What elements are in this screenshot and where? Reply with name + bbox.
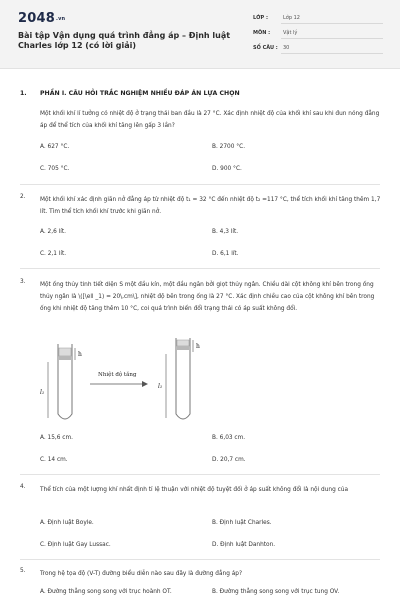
meta-value: 30 [283,45,290,51]
option-b[interactable]: B. Đường thẳng song song với trục tung OV. [212,589,340,595]
meta-class [253,13,383,24]
option-b[interactable]: B. Định luật Charles. [212,520,272,526]
option-d[interactable]: D. 20,7 cm. [212,457,246,463]
tube-left [48,344,75,419]
option-c[interactable]: C. Định luật Gay Lussac. [40,542,111,548]
label-h-right: h [196,343,200,350]
question-text: Một khối khí lí tưởng có nhiệt độ ở trạng thái ban đầu là 27 °C. Xác định nhiệt độ của khối khí sau khi đun nóng đẳng áp để thể tích của khối khí tăng lên gấp 3 lần? [40,111,380,129]
section-number: 1. [20,90,27,97]
meta-label: SỐ CÂU : [253,45,278,51]
option-a[interactable]: A. Đường thẳng song song với trục hoành OT. [40,589,172,595]
divider [20,559,380,560]
option-c[interactable]: C. 14 cm. [40,457,68,463]
logo-text: 2048 [18,11,55,26]
option-c[interactable]: C. 705 °C. [40,166,70,172]
option-b[interactable]: B. 2700 °C. [212,144,246,150]
question-number: 2. [20,194,26,200]
section-heading: PHẦN I. CÂU HỎI TRẮC NGHIỆM NHIỀU ĐÁP ÁN LỰA CHỌN [40,90,240,97]
meta-subject [253,28,383,39]
document-title: Bài tập Vận dụng quá trình đẳng áp – Định luật Charles lớp 12 (có lời giải) [18,31,231,50]
arrow-head-icon [142,381,148,387]
meta-value: Lớp 12 [283,15,300,21]
option-a[interactable]: A. Định luật Boyle. [40,520,94,526]
question-number: 3. [20,279,26,285]
label-h-left: h [78,351,82,358]
divider [20,184,380,185]
tube-diagram [38,336,238,426]
option-a[interactable]: A. 15,6 cm. [40,435,73,441]
meta-question-count [253,43,383,54]
meta-value: Vật lý [283,30,298,36]
option-b[interactable]: B. 6,03 cm. [212,435,246,441]
question-text: Thể tích của một lượng khí nhất định tỉ lệ thuận với nhiệt độ tuyệt đối ở áp suất không đổi là nội dung của [40,487,349,493]
question-number: 5. [20,568,26,574]
divider [20,474,380,475]
question-text: Một khối khí xác định giãn nở đẳng áp từ nhiệt độ t₁ = 32 °C đến nhiệt độ t₂ =117 °C, thể tích khối khí tăng thêm 1,7 lít. Tìm thể tích khối khí trước khi giãn nở. [40,197,381,215]
page-header [0,0,400,69]
tube-right [166,338,193,419]
meta-label: MÔN : [253,30,271,36]
option-a[interactable]: A. 627 °C. [40,144,70,150]
meta-label: LỚP : [253,15,268,21]
option-d[interactable]: D. Định luật Danhton. [212,542,276,548]
option-d[interactable]: D. 900 °C. [212,166,242,172]
option-a[interactable]: A. 2,6 lít. [40,229,66,235]
label-l1-right: l₁ [158,383,163,390]
site-logo[interactable] [18,11,65,26]
logo-suffix: .vn [55,15,66,22]
meta-underline [281,23,383,24]
question-text: Một ống thủy tinh tiết diện S một đầu kín, một đầu ngăn bởi giọt thủy ngân. Chiều dài cột không khí bên trong ống thủy ngân là \([\ell _1) = 20\,cm\], nhiệt độ bên trong ống là 27 °C. Xác định chiều cao của cột không khí bên trong ống khi nhiệt độ tăng thêm 10 °C, coi quá trình biến đổi trạng thái có áp suất không đổi. [40,282,375,312]
divider [20,268,380,269]
option-c[interactable]: C. 2,1 lít. [40,251,67,257]
meta-underline [281,38,383,39]
question-text: Trong hệ tọa độ (V-T) đường biểu diễn nào sau đây là đường đẳng áp? [40,571,243,577]
option-d[interactable]: D. 6,1 lít. [212,251,239,257]
label-l1-left: l₁ [40,389,45,396]
option-b[interactable]: B. 4,3 lít. [212,229,239,235]
label-temp-increase: Nhiệt độ tăng [98,372,137,378]
question-number: 4. [20,484,26,490]
section-title [20,90,240,97]
meta-underline [281,53,383,54]
